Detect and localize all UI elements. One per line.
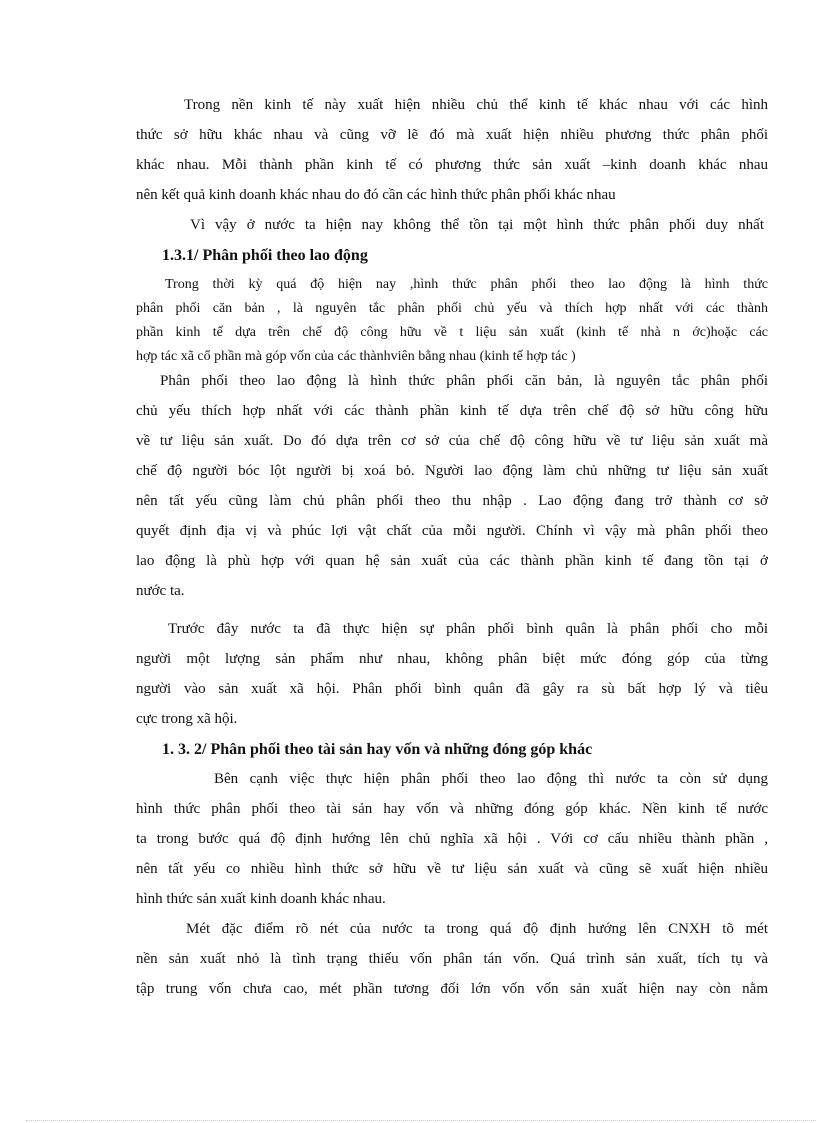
paragraph-7-line-1: Mét đặc điểm rõ nét của nước ta trong quá độ định hướng lên CNXH tõ mét — [186, 921, 768, 937]
paragraph-6-line-5: hình thức sản xuất kinh doanh khác nhau. — [136, 891, 386, 907]
paragraph-1-line-3: khác nhau. Mỗi thành phần kinh tế có phương thức sản xuất –kinh doanh khác nhau — [136, 157, 768, 173]
paragraph-6-line-1: Bên cạnh việc thực hiện phân phối theo lao động thì nước ta còn sử dụng — [214, 771, 768, 787]
paragraph-7-line-3: tập trung vốn chưa cao, mét phần tương đối lớn vốn vốn sản xuất hiện nay còn nằm — [136, 981, 768, 997]
paragraph-4-line-5: nên tất yếu cũng làm chủ phân phối theo thu nhập . Lao động đang trở thành cơ sở — [136, 493, 768, 509]
paragraph-4-line-8: nước ta. — [136, 583, 185, 599]
paragraph-6-line-3: ta trong bước quá độ định hướng lên chủ nghĩa xã hội . Với cơ cấu nhiều thành phần , — [136, 831, 768, 847]
paragraph-4-line-7: lao động là phù hợp với quan hệ sản xuất của các thành phần kinh tế đang tồn tại ở — [136, 553, 768, 569]
paragraph-4-line-2: chủ yếu thích hợp nhất với các thành phần kinh tế dựa trên chế độ sở hữu công hữu — [136, 403, 768, 419]
paragraph-3-line-4: hợp tác xã cổ phần mà góp vốn của các thànhviên bằng nhau (kinh tế hợp tác ) — [136, 349, 576, 364]
paragraph-1-line-1: Trong nền kinh tế này xuất hiện nhiều chủ thể kinh tế khác nhau với các hình — [184, 97, 768, 113]
paragraph-3-line-2: phân phối căn bản , là nguyên tắc phân phối chủ yếu và thích hợp nhất với các thành — [136, 301, 768, 316]
paragraph-3-line-3: phần kinh tế dựa trên chế độ công hữu về t liệu sản xuất (kinh tế nhà n ớc)hoặc các — [136, 325, 768, 340]
paragraph-3-line-1: Trong thời kỳ quá độ hiện nay ,hình thức phân phối theo lao động là hình thức — [165, 277, 768, 292]
paragraph-4-line-6: quyết định địa vị và phúc lợi vật chất của mỗi người. Chính vì vậy mà phân phối theo — [136, 523, 768, 539]
heading-1-3-2: 1. 3. 2/ Phân phối theo tài sản hay vốn và những đóng góp khác — [162, 741, 593, 758]
paragraph-5-line-2: người một lượng sản phẩm như nhau, không phân biệt mức đóng góp của từng — [136, 651, 768, 667]
paragraph-5-line-4: cực trong xã hội. — [136, 711, 238, 727]
paragraph-6-line-4: nên tất yếu co nhiều hình thức sở hữu về tư liệu sản xuất và cũng sẽ xuất hiện nhiều — [136, 861, 768, 877]
paragraph-1-line-4: nên kết quả kinh doanh khác nhau do đó cần các hình thức phân phối khác nhau — [136, 187, 616, 203]
paragraph-2: Vì vậy ở nước ta hiện nay không thể tồn tại một hình thức phân phối duy nhất — [190, 217, 764, 233]
paragraph-5-line-3: người vào sản xuất xã hội. Phân phối bình quân đã gây ra sù bất hợp lý và tiêu — [136, 681, 768, 697]
paragraph-4-line-1: Phân phối theo lao động là hình thức phân phối căn bản, là nguyên tắc phân phối — [160, 373, 768, 389]
paragraph-4-line-4: chế độ người bóc lột người bị xoá bỏ. Người lao động làm chủ những tư liệu sản xuất — [136, 463, 768, 479]
paragraph-7-line-2: nền sản xuất nhỏ là tình trạng thiếu vốn phân tán vốn. Quá trình sản xuất, tích tụ và — [136, 951, 768, 967]
paragraph-1-line-2: thức sở hữu khác nhau và cũng vỡ lẽ đó mà xuất hiện nhiều phương thức phân phối — [136, 127, 768, 143]
paragraph-6-line-2: hình thức phân phối theo tài sản hay vốn và những đóng góp khác. Nền kinh tế nước — [136, 801, 768, 817]
paragraph-5-line-1: Trước đây nước ta đã thực hiện sự phân phối bình quân là phân phối cho mỗi — [168, 621, 768, 637]
heading-1-3-1: 1.3.1/ Phân phối theo lao động — [162, 247, 368, 264]
paragraph-4-line-3: về tư liệu sản xuất. Do đó dựa trên cơ sở của chế độ công hữu về tư liệu sản xuất mà — [136, 433, 768, 449]
page-bottom-rule — [26, 1120, 816, 1121]
